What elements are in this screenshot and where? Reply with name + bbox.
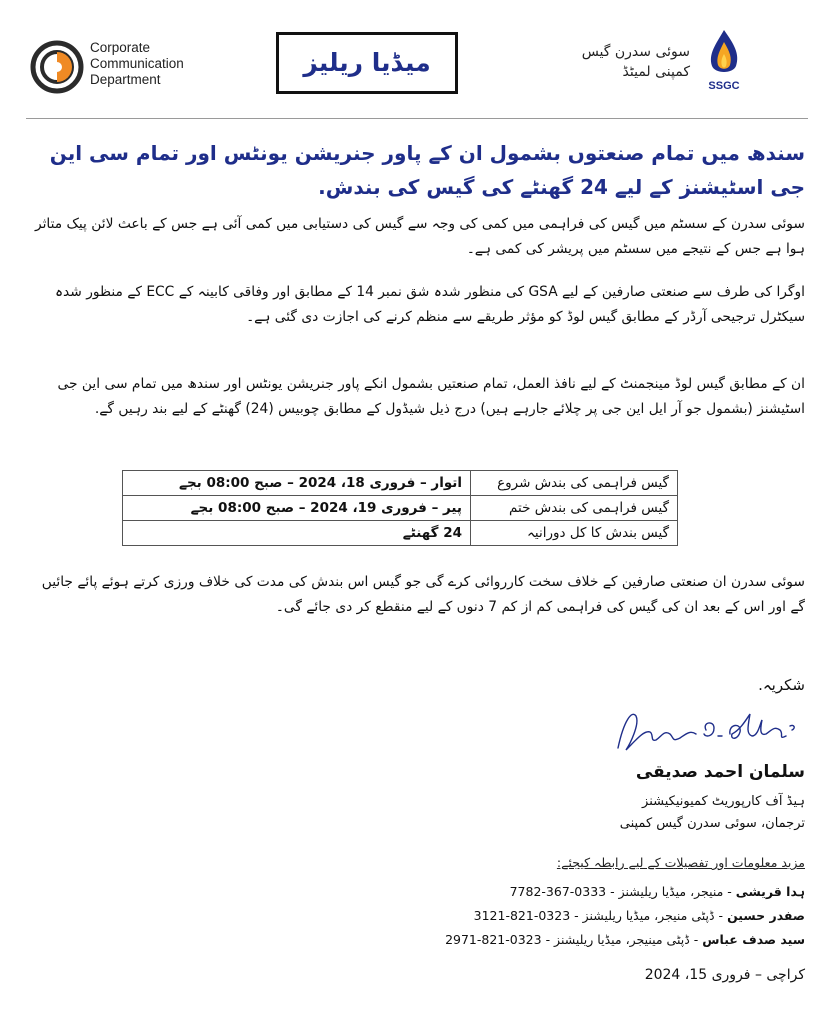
company-name-urdu <box>540 42 690 82</box>
paragraph-ogra-approval: اوگرا کی طرف سے صنعتی صارفین کے لیے GSA کی منظور شدہ شق نمبر 14 کے مطابق اور وفاقی کابینہ کے ECC کے منظور شدہ سیکٹرل ترجیحی آرڈر کے مطابق گیس لوڈ کو مؤثر طریقے سے منظم کرنے کی اجازت دی گئی ہے۔ <box>54 284 805 325</box>
press-release-headline: سندھ میں تمام صنعتوں بشمول ان کے پاور جنریشن یونٹس اور تمام سی این جی اسٹیشنز کے لیے 24 گھنٹے کی گیس کی بندش. <box>49 141 805 199</box>
company-abbreviation: SSGC <box>708 80 740 92</box>
header-divider <box>26 118 808 119</box>
schedule-label: گیس فراہمی کی بندش ختم <box>471 496 678 521</box>
contact-phone: 0333-367-7782 <box>509 884 607 899</box>
contact-entry <box>300 908 805 923</box>
department-line-3: Department <box>90 72 161 87</box>
contact-entry <box>300 884 805 899</box>
contact-phone: 0323-821-2971 <box>445 932 542 947</box>
place-and-date: کراچی – فروری 15، 2024 <box>644 967 805 983</box>
company-name-urdu-line-2: کمپنی لمیٹڈ <box>622 64 690 80</box>
signatory-role: ترجمان، سوئی سدرن گیس کمپنی <box>619 816 805 831</box>
contact-name: ہدا قریشی <box>735 884 805 899</box>
company-name-urdu-line-1: سوئی سدرن گیس <box>581 44 690 60</box>
schedule-value: پیر – فروری 19، 2024 – صبح 08:00 بجے <box>123 496 471 521</box>
contact-name: صفدر حسین <box>727 908 805 923</box>
media-release-title: میڈیا ریلیز <box>303 48 431 77</box>
signatory-title: ہیڈ آف کارپوریٹ کمیونیکیشنز <box>642 794 805 809</box>
contact-role: - ڈپٹی منیجر، میڈیا ریلیشنز - <box>574 908 724 923</box>
media-release-box <box>276 32 458 94</box>
paragraph-enforcement: سوئی سدرن ان صنعتی صارفین کے خلاف سخت کارروائی کرے گی جو گیس اس بندش کی مدت کی خلاف ورزی کرتے ہوئے پائے جائیں گے اور اس کے بعد ان کی گیس کی فراہمی کم از کم 7 دنوں کے لیے منقطع کر دی جائے گی۔ <box>41 574 805 615</box>
schedule-value: 24 گھنٹے <box>123 521 471 546</box>
paragraph-supply-shortfall: سوئی سدرن کے سسٹم میں گیس کی فراہمی میں کمی کی وجہ سے گیس کی دستیابی میں کمی آئی ہے جس کے باعث لائن پیک متاثر ہوا ہے جس کے نتیجے میں سسٹم میں پریشر کی کمی ہے۔ <box>34 216 805 257</box>
corporate-communication-logo <box>30 40 84 94</box>
schedule-label: گیس فراہمی کی بندش شروع <box>471 471 678 496</box>
ssgc-flame-logo <box>700 28 748 82</box>
table-row <box>123 521 678 546</box>
closure-schedule-table <box>122 470 678 546</box>
contact-phone: 0323-821-3121 <box>473 908 571 923</box>
contact-role: - ڈپٹی مینیجر، میڈیا ریلیشنز - <box>545 932 699 947</box>
thanks-text: شکریہ. <box>758 676 805 694</box>
table-row <box>123 496 678 521</box>
department-line-2: Communication <box>90 56 184 71</box>
schedule-label: گیس بندش کا کل دورانیہ <box>471 521 678 546</box>
table-row <box>123 471 678 496</box>
signatory-name: سلمان احمد صدیقی <box>635 762 805 782</box>
contact-role: - منیجر، میڈیا ریلیشنز - <box>610 884 732 899</box>
contact-heading: مزید معلومات اور تفصیلات کے لیے رابطہ کیجئے: <box>556 855 805 870</box>
paragraph-closure-notice: ان کے مطابق گیس لوڈ مینجمنٹ کے لیے نافذ العمل، تمام صنعتیں بشمول انکے پاور جنریشن یونٹس اور سندھ میں تمام سی این جی اسٹیشنز (بشمول جو آر ایل این جی پر چلائے جارہے ہیں) درج ذیل شیڈول کے مطابق چوبیس (24) گھنٹے کے لیے بند رہیں گے. <box>57 376 805 417</box>
handwritten-signature <box>610 700 810 760</box>
contact-name: سید صدف عباس <box>702 932 805 947</box>
department-name <box>90 40 240 88</box>
contact-entry <box>300 932 805 947</box>
department-line-1: Corporate <box>90 40 151 55</box>
schedule-value: اتوار – فروری 18، 2024 – صبح 08:00 بجے <box>123 471 471 496</box>
